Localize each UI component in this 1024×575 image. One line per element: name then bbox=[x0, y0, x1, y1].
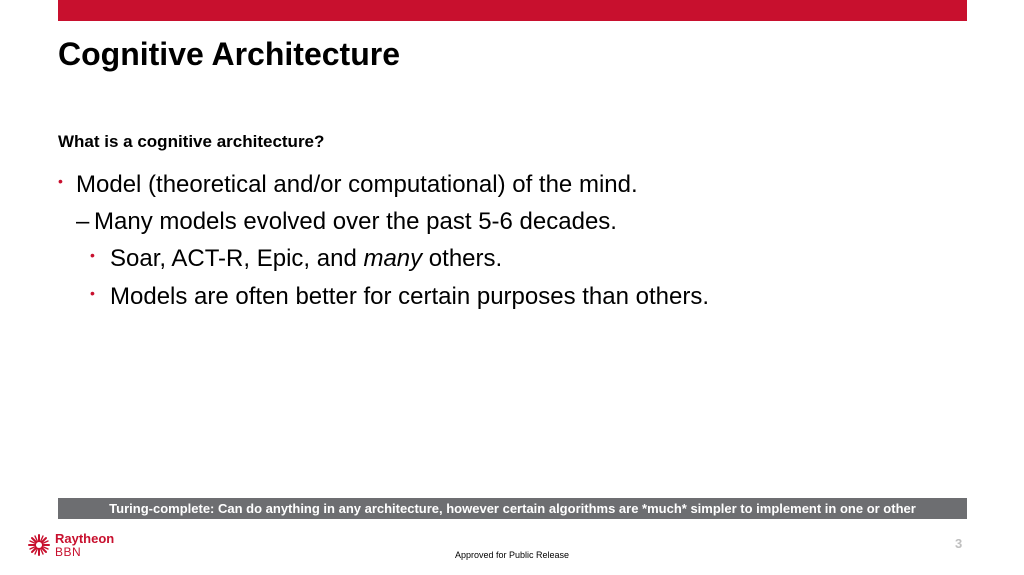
bullet-text: Many models evolved over the past 5-6 decades. bbox=[94, 208, 617, 235]
bullet-text-before: Soar, ACT-R, Epic, and bbox=[110, 245, 364, 272]
release-notice: Approved for Public Release bbox=[454, 550, 570, 560]
bullet-item-level-2 bbox=[58, 207, 958, 237]
bullet-item-level-3 bbox=[58, 244, 958, 274]
logo-company-name: Raytheon bbox=[55, 531, 115, 546]
bullet-item-level-3 bbox=[58, 282, 958, 312]
bullet-item-level-1 bbox=[58, 170, 958, 200]
footer-note-banner: Turing-complete: Can do anything in any architecture, however certain algorithms are *much* simpler to implement in one or other bbox=[58, 498, 967, 519]
logo-division-name: BBN bbox=[55, 545, 82, 559]
bullet-text-emphasis: many bbox=[363, 245, 423, 272]
dash-marker: – bbox=[76, 208, 90, 235]
top-accent-bar bbox=[58, 0, 967, 21]
page-number: 3 bbox=[955, 536, 963, 551]
slide-title: Cognitive Architecture bbox=[58, 36, 400, 72]
bullet-list bbox=[58, 170, 958, 320]
bullet-text-after: others. bbox=[422, 245, 503, 272]
bullet-text: Models are often better for certain purposes than others. bbox=[110, 283, 710, 310]
bullet-text bbox=[110, 244, 502, 274]
bullet-text: Model (theoretical and/or computational) of the mind. bbox=[76, 171, 638, 198]
bullet-marker: • bbox=[58, 173, 63, 189]
bullet-marker: • bbox=[90, 285, 95, 301]
bullet-marker: • bbox=[90, 247, 95, 263]
slide-subheading: What is a cognitive architecture? bbox=[58, 132, 325, 151]
